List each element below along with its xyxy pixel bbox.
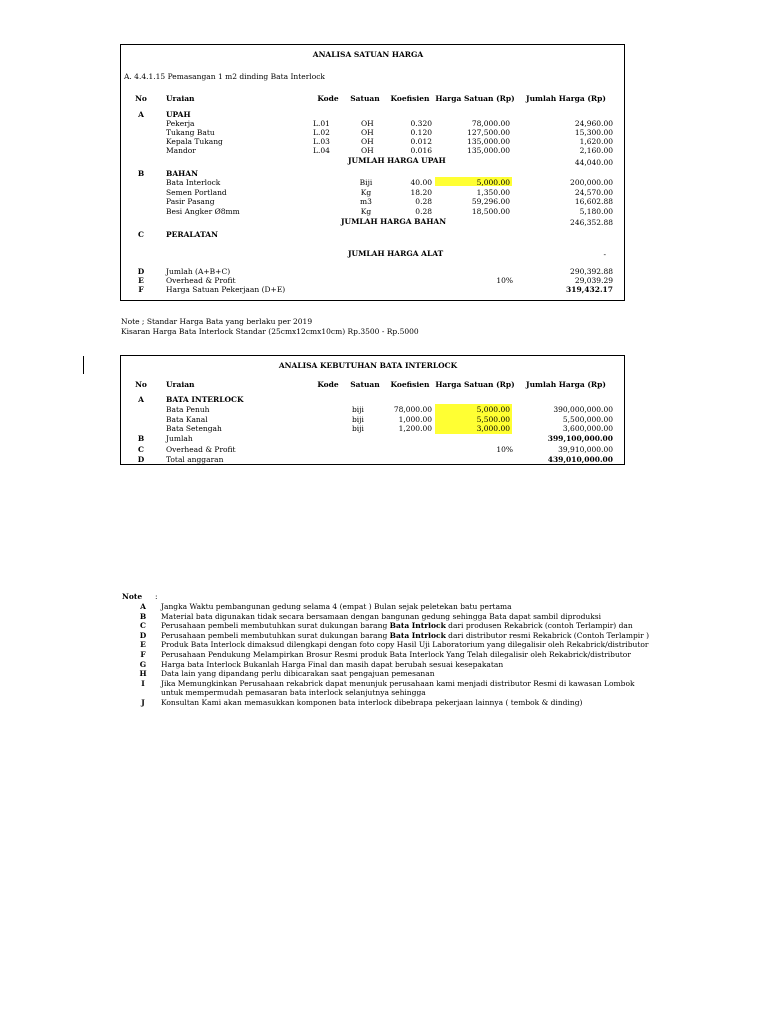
note-letter: D <box>139 630 147 640</box>
note-text: dari distributor resmi Rekabrick (Contoh Terlampir ) <box>445 630 650 640</box>
row-satuan: biji <box>352 424 364 434</box>
row-satuan: m3 <box>360 197 372 207</box>
header-jumlah: Jumlah Harga (Rp) <box>526 94 606 103</box>
note-letter: E <box>140 640 146 650</box>
row-koef: 0.120 <box>410 128 432 137</box>
row-uraian: Mandor <box>166 146 196 155</box>
row-uraian: Tukang Batu <box>166 128 215 137</box>
row-koef: 1,000.00 <box>398 414 432 424</box>
note-letter: B <box>139 611 147 621</box>
total-value: - <box>603 250 606 259</box>
row-satuan: OH <box>361 128 374 137</box>
summary-uraian: Jumlah (A+B+C) <box>166 267 231 276</box>
note-text: Bata Intrlock <box>389 630 446 640</box>
note-text: Harga bata Interlock Bukanlah Harga Final dan masih dapat berubah sesuai kesepakatan <box>161 659 504 669</box>
row-harga: 18,500.00 <box>471 206 510 216</box>
summary-uraian: Overhead & Profit <box>166 276 236 285</box>
header-kode: Kode <box>317 94 339 103</box>
total-value: 44,040.00 <box>574 158 613 167</box>
summary-no: C <box>138 444 144 454</box>
row-jumlah: 3,600,000.00 <box>562 424 613 434</box>
row-jumlah: 16,602.88 <box>574 197 613 207</box>
note-item <box>161 669 435 678</box>
header-uraian: Uraian <box>166 94 195 103</box>
row-koef: 1,200.00 <box>398 424 432 434</box>
row-koef: 0.320 <box>410 119 432 128</box>
note-text: untuk mempermudah pemasaran bata interlock selanjutnya sehingga <box>161 688 426 698</box>
row-jumlah: 5,500,000.00 <box>562 414 613 424</box>
summary-jumlah: 439,010,000.00 <box>547 455 613 464</box>
summary-pct: 10% <box>496 276 513 285</box>
row-uraian: Kepala Tukang <box>166 137 223 146</box>
row-uraian: Bata Kanal <box>166 414 208 424</box>
row-harga: 59,296.00 <box>471 197 510 207</box>
group-no: C <box>138 230 144 239</box>
note-letter: A <box>140 602 146 611</box>
summary-no: B <box>137 434 145 443</box>
note-letter: H <box>139 669 147 679</box>
table1-subtitle: A. 4.4.1.15 Pemasangan 1 m2 dinding Bata Interlock <box>124 72 325 81</box>
row-jumlah: 5,180.00 <box>579 206 613 216</box>
summary-no: D <box>137 267 145 276</box>
row-uraian: Bata Penuh <box>166 405 210 414</box>
note-item <box>161 640 649 649</box>
note-letter: G <box>139 659 147 669</box>
note-item <box>161 631 649 640</box>
row-harga: 1,350.00 <box>476 187 510 197</box>
summary-jumlah: 319,432.17 <box>566 285 613 294</box>
note-item <box>161 650 631 659</box>
note-text: Bata Intrlock <box>389 621 446 631</box>
group-title: BATA INTERLOCK <box>166 395 244 404</box>
note-item <box>161 621 633 630</box>
summary-jumlah: 39,910,000.00 <box>558 444 613 454</box>
row-satuan: OH <box>361 119 374 128</box>
total-label: JUMLAH HARGA ALAT <box>348 249 444 258</box>
note-text: Perusahaan pembeli membutuhkan surat dukungan barang <box>161 630 390 640</box>
note-letter: F <box>140 650 146 659</box>
row-harga: 5,000.00 <box>476 405 510 414</box>
note-text: Perusahaan pembeli membutuhkan surat dukungan barang <box>161 621 390 631</box>
row-koef: 40.00 <box>410 178 432 187</box>
header-koef: Koefisien <box>390 380 430 389</box>
row-uraian: Pasir Pasang <box>166 197 215 207</box>
notes-heading: Note <box>122 592 143 601</box>
table2-title: ANALISA KEBUTUHAN BATA INTERLOCK <box>278 361 458 370</box>
header-satuan: Satuan <box>350 94 380 103</box>
summary-jumlah: 399,100,000.00 <box>547 434 613 443</box>
row-koef: 0.012 <box>410 137 432 146</box>
table1-title: ANALISA SATUAN HARGA <box>312 50 424 59</box>
text-cursor <box>83 356 84 374</box>
note-text: Jangka Waktu pembangunan gedung selama 4 (empat ) Bulan sejak peletekan batu pertama <box>161 602 512 611</box>
row-jumlah: 1,620.00 <box>579 137 613 146</box>
row-jumlah: 24,570.00 <box>574 187 613 197</box>
row-kode: L.04 <box>313 146 330 155</box>
row-kode: L.01 <box>313 119 330 128</box>
row-satuan: OH <box>361 137 374 146</box>
header-satuan: Satuan <box>350 380 380 389</box>
row-satuan: Kg <box>360 187 372 197</box>
header-harga: Harga Satuan (Rp) <box>435 94 515 103</box>
row-kode: L.02 <box>313 128 330 137</box>
row-harga: 3,000.00 <box>476 424 510 434</box>
notes-colon: : <box>155 592 158 601</box>
row-kode: L.03 <box>313 137 330 146</box>
row-jumlah: 15,300.00 <box>574 128 613 137</box>
header-harga: Harga Satuan (Rp) <box>435 380 515 389</box>
summary-no: E <box>138 276 144 285</box>
note-text: dari produsen Rekabrick (contoh Terlampir) dan <box>445 621 633 631</box>
row-satuan: OH <box>361 146 374 155</box>
header-no: No <box>135 94 147 103</box>
group-title: PERALATAN <box>166 230 218 239</box>
group-no: A <box>138 110 144 119</box>
header-kode: Kode <box>317 380 339 389</box>
note-item <box>161 612 601 621</box>
row-satuan: Kg <box>360 206 372 216</box>
row-harga: 135,000.00 <box>467 137 510 146</box>
summary-jumlah: 29,039.29 <box>574 276 613 285</box>
note-item <box>161 602 512 611</box>
row-uraian: Pekerja <box>166 119 195 128</box>
row-koef: 0.016 <box>410 146 432 155</box>
row-uraian: Bata Setengah <box>166 424 222 434</box>
row-harga: 135,000.00 <box>467 146 510 155</box>
note-text: Produk Bata Interlock dimaksud dilengkapi dengan foto copy Hasil Uji Laboratorium yang dilegalisir oleh Rekabrick/distributor <box>161 640 649 650</box>
row-uraian: Semen Portland <box>166 187 227 197</box>
row-jumlah: 200,000.00 <box>570 178 613 187</box>
total-label: JUMLAH HARGA BAHAN <box>341 217 447 226</box>
summary-pct: 10% <box>496 444 513 454</box>
note-letter: J <box>141 698 145 707</box>
row-harga: 5,000.00 <box>476 178 510 187</box>
row-jumlah: 390,000,000.00 <box>553 405 613 414</box>
row-koef: 0.28 <box>415 197 432 207</box>
row-satuan: biji <box>352 414 364 424</box>
note-item <box>161 679 635 688</box>
total-value: 246,352.88 <box>570 218 613 227</box>
group-title: BAHAN <box>166 169 198 178</box>
row-uraian: Besi Angker Ø8mm <box>166 206 240 216</box>
summary-uraian: Jumlah <box>166 434 193 443</box>
note-text: Jika Memungkinkan Perusahaan rekabrick dapat menunjuk perusahaan kami menjadi distributor Resmi di kawasan Lombok <box>161 678 635 688</box>
row-harga: 78,000.00 <box>471 119 510 128</box>
summary-uraian: Harga Satuan Pekerjaan (D+E) <box>166 285 286 294</box>
total-label: JUMLAH HARGA UPAH <box>348 156 446 165</box>
row-uraian: Bata Interlock <box>166 178 221 187</box>
note-text: Data lain yang dipandang perlu dibicarakan saat pengajuan pemesanan <box>161 669 435 679</box>
note-line: Kisaran Harga Bata Interlock Standar (25cmx12cmx10cm) Rp.3500 - Rp.5000 <box>121 327 419 336</box>
header-koef: Koefisien <box>390 94 430 103</box>
row-koef: 18.20 <box>410 187 432 197</box>
row-jumlah: 24,960.00 <box>574 119 613 128</box>
row-koef: 0.28 <box>415 206 432 216</box>
note-item <box>161 698 582 707</box>
group-no: B <box>137 169 145 178</box>
note-text: Material bata digunakan tidak secara bersamaan dengan bangunan gedung sehingga Bata dapat sambil diproduksi <box>161 611 602 621</box>
note-item <box>161 660 503 669</box>
note-letter: C <box>140 621 146 631</box>
row-harga: 5,500.00 <box>476 414 510 424</box>
row-satuan: biji <box>352 405 364 414</box>
row-koef: 78,000.00 <box>393 405 432 414</box>
note-text: Perusahaan Pendukung Melampirkan Brosur Resmi produk Bata Interlock Yang Telah dilegalisir oleh Rekabrick/distributor <box>161 650 631 659</box>
summary-uraian: Total anggaran <box>166 455 224 464</box>
summary-uraian: Overhead & Profit <box>166 444 236 454</box>
row-harga: 127,500.00 <box>467 128 510 137</box>
header-no: No <box>135 380 147 389</box>
row-satuan: Biji <box>359 178 373 187</box>
group-no: A <box>138 395 144 404</box>
note-letter: I <box>141 678 145 688</box>
note-line: Note ; Standar Harga Bata yang berlaku per 2019 <box>121 317 313 326</box>
group-title: UPAH <box>166 110 191 119</box>
summary-no: D <box>137 455 145 464</box>
header-jumlah: Jumlah Harga (Rp) <box>526 380 606 389</box>
header-uraian: Uraian <box>166 380 195 389</box>
summary-no: F <box>138 285 144 294</box>
note-text: Konsultan Kami akan memasukkan komponen bata interlock dibebrapa pekerjaan lainnya ( tembok & dinding) <box>161 698 583 707</box>
row-jumlah: 2,160.00 <box>579 146 613 155</box>
summary-jumlah: 290,392.88 <box>570 267 613 276</box>
